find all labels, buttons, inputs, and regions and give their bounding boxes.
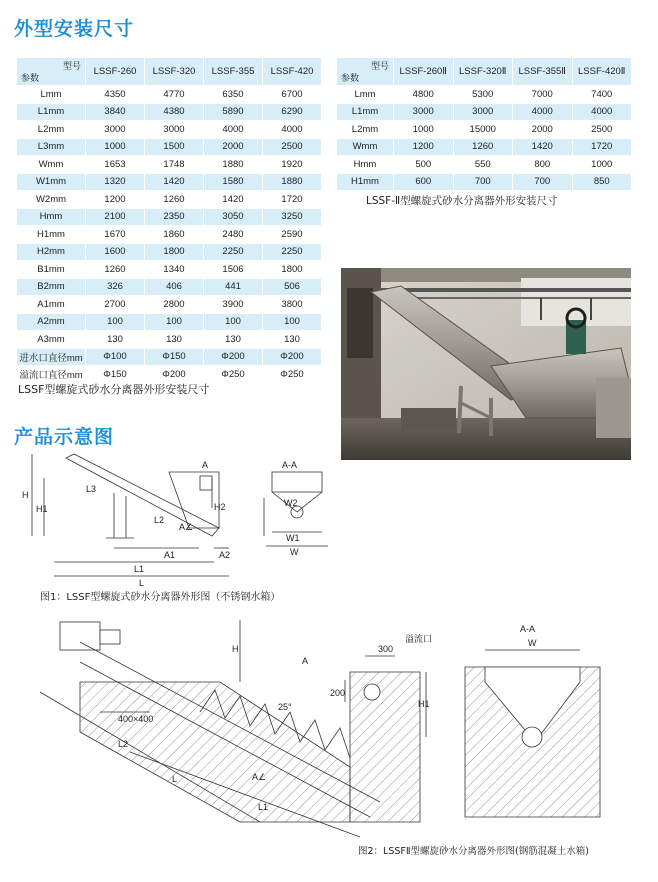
row-label: A1mm [17,296,85,313]
fig1-label-w1: W1 [286,533,300,543]
table-row [17,121,321,138]
table-cell: 550 [454,156,513,173]
table-cell: 1200 [394,139,453,156]
table-corner-cell [337,58,393,85]
table-cell: 1420 [145,174,203,191]
row-label: Lmm [17,86,85,103]
section-title-dimensions: 外型安装尺寸 [14,18,135,40]
table-cell: 1580 [204,174,262,191]
table-cell: 4000 [573,104,632,121]
fig2-label-aa: A-A [520,624,536,634]
table-cell: 4000 [513,104,572,121]
fig1-label-w: W [290,547,299,557]
table-cell: 1860 [145,226,203,243]
table-row [17,139,321,156]
fig2-label-h1: H1 [418,699,430,709]
table-cell: 7400 [573,86,632,103]
table-cell: 441 [204,279,262,296]
fig1-label-h: H [22,490,29,500]
table-cell: 2590 [263,226,321,243]
column-header: LSSF-260Ⅱ [394,58,453,85]
table-cell: 1800 [145,244,203,261]
table-cell: 4350 [86,86,144,103]
row-label: H1mm [337,174,393,191]
row-label: L1mm [337,104,393,121]
table-row [337,86,631,103]
fig2-label-400x400: 400×400 [118,714,154,724]
table-cell: 100 [263,314,321,331]
table2-caption: LSSF-Ⅱ型螺旋式砂水分离器外形安装尺寸 [366,195,558,207]
table-cell: 130 [145,331,203,348]
table-row [17,279,321,296]
column-header: LSSF-320Ⅱ [454,58,513,85]
table-cell: 1506 [204,261,262,278]
row-label: L2mm [337,121,393,138]
table-cell: 2700 [86,296,144,313]
row-label: W2mm [17,191,85,208]
row-label: Wmm [17,156,85,173]
fig1-label-aa: A-A [282,460,298,470]
fig1-label-a1: A1 [164,550,176,560]
corner-param-label: 参数 [21,73,40,83]
table-cell: 1670 [86,226,144,243]
table-cell: 130 [263,331,321,348]
table-cell: 506 [263,279,321,296]
table-cell: 1420 [513,139,572,156]
table-cell: 1260 [454,139,513,156]
table-cell: Φ250 [204,366,262,383]
fig1-label-a: A [202,460,209,470]
table1-caption: LSSF型螺旋式砂水分离器外形安装尺寸 [18,383,210,396]
table-row [17,296,321,313]
table-cell: 2480 [204,226,262,243]
table-cell: 500 [394,156,453,173]
table-cell: 130 [204,331,262,348]
fig2-label-l2: L2 [118,739,129,749]
table-cell: Φ100 [86,349,144,366]
table-cell: 1340 [145,261,203,278]
row-label: H2mm [17,244,85,261]
fig2-label-300: 300 [378,644,394,654]
table-cell: 4800 [394,86,453,103]
fig1-label-l2: L2 [154,515,165,525]
table-lssf2-dimensions [336,57,632,191]
table-row [17,209,321,226]
table-cell: 2250 [204,244,262,261]
table-cell: 700 [513,174,572,191]
table-cell: 6350 [204,86,262,103]
table-cell: Φ200 [145,366,203,383]
column-header: LSSF-260 [86,58,144,85]
table-cell: 6290 [263,104,321,121]
table-row [17,261,321,278]
table-cell: 1260 [145,191,203,208]
table-cell: 600 [394,174,453,191]
row-label: B2mm [17,279,85,296]
fig2-label-l1: L1 [258,802,269,812]
table-cell: Φ150 [145,349,203,366]
table-cell: 1600 [86,244,144,261]
table-cell: 1653 [86,156,144,173]
fig1-label-w2: W2 [284,498,298,508]
table-lssf-dimensions [16,57,322,384]
table-cell: Φ150 [86,366,144,383]
table-cell: 700 [454,174,513,191]
column-header: LSSF-355 [204,58,262,85]
figure1-drawing [14,448,344,588]
table-cell: 130 [86,331,144,348]
column-header: LSSF-420 [263,58,321,85]
table-cell: 2500 [573,121,632,138]
table-row [17,226,321,243]
table-cell: 2500 [263,139,321,156]
table-cell: 1720 [573,139,632,156]
figure2-drawing [20,612,640,842]
table-cell: 100 [86,314,144,331]
table-cell: 6700 [263,86,321,103]
table-cell: 5890 [204,104,262,121]
table-row [337,156,631,173]
table-row [337,174,631,191]
table-cell: 100 [204,314,262,331]
fig1-label-a-angle: A∠ [179,522,194,532]
table-cell: 4380 [145,104,203,121]
column-header: LSSF-355Ⅱ [513,58,572,85]
fig1-label-h2: H2 [214,502,226,512]
table-cell: 1748 [145,156,203,173]
table-cell: 1260 [86,261,144,278]
column-header: LSSF-320 [145,58,203,85]
table-cell: 1420 [204,191,262,208]
table-cell: 1000 [394,121,453,138]
table-cell: 3000 [145,121,203,138]
table-cell: 100 [145,314,203,331]
fig1-label-l1: L1 [134,564,145,574]
table-cell: 1500 [145,139,203,156]
table-cell: 1000 [573,156,632,173]
table-cell: 3800 [263,296,321,313]
table-row [17,104,321,121]
table-cell: 3050 [204,209,262,226]
table-row [337,139,631,156]
table-cell: 2800 [145,296,203,313]
table-row [337,121,631,138]
table-cell: 2100 [86,209,144,226]
fig2-label-a-angle: A∠ [252,772,267,782]
table-row [17,191,321,208]
table-row [17,244,321,261]
table-cell: 2250 [263,244,321,261]
table-cell: Φ250 [263,366,321,383]
table-cell: 3900 [204,296,262,313]
table-cell: 5300 [454,86,513,103]
row-label: L3mm [17,139,85,156]
fig1-label-h1: H1 [36,504,48,514]
fig2-label-h: H [232,644,239,654]
table-cell: 1880 [204,156,262,173]
table-cell: 1920 [263,156,321,173]
fig1-label-a2: A2 [219,550,231,560]
table-cell: 2000 [513,121,572,138]
row-label: L1mm [17,104,85,121]
table-cell: 406 [145,279,203,296]
table-row [17,331,321,348]
table-row [17,86,321,103]
fig1-label-l3: L3 [86,484,97,494]
figure1-caption: 图1：LSSF型螺旋式砂水分离器外形图（不锈钢水箱） [40,592,281,603]
fig2-label-l: L [172,774,178,784]
table-cell: 1200 [86,191,144,208]
fig2-label-overflow: 溢流口 [405,634,433,644]
table-cell: 4000 [263,121,321,138]
table-row [17,349,321,366]
table-cell: 3000 [394,104,453,121]
table-cell: 4770 [145,86,203,103]
fig2-label-200: 200 [330,688,346,698]
row-label: A2mm [17,314,85,331]
row-label: H1mm [17,226,85,243]
table-cell: 2000 [204,139,262,156]
table-cell: 3000 [454,104,513,121]
section-title-schematic: 产品示意图 [14,426,115,448]
corner-param-label: 参数 [341,73,360,83]
table-row [337,104,631,121]
row-label: 溢流口直径mm [17,366,85,383]
table-cell: 326 [86,279,144,296]
table-cell: 1000 [86,139,144,156]
table-cell: 7000 [513,86,572,103]
table-cell: 3840 [86,104,144,121]
row-label: W1mm [17,174,85,191]
row-label: A3mm [17,331,85,348]
column-header: LSSF-420Ⅱ [573,58,632,85]
table-corner-cell [17,58,85,85]
table-cell: 4000 [204,121,262,138]
row-label: 进水口直径mm [17,349,85,366]
table-cell: 1800 [263,261,321,278]
corner-model-label: 型号 [370,61,389,71]
table-cell: 1880 [263,174,321,191]
installation-photo [341,268,631,460]
table-cell: 15000 [454,121,513,138]
corner-model-label: 型号 [62,61,81,71]
table-cell: 1720 [263,191,321,208]
table-cell: 850 [573,174,632,191]
table-cell: 2350 [145,209,203,226]
fig2-label-a: A [302,656,309,666]
table-row [17,174,321,191]
fig2-label-25deg: 25° [278,702,292,712]
row-label: Hmm [337,156,393,173]
row-label: Hmm [17,209,85,226]
table-row [17,156,321,173]
row-label: L2mm [17,121,85,138]
fig2-label-w: W [528,638,537,648]
row-label: B1mm [17,261,85,278]
figure2-caption: 图2：LSSFⅡ型螺旋砂水分离器外形图(钢筋混凝土水箱) [358,846,589,857]
table-cell: 3000 [86,121,144,138]
table-cell: 3250 [263,209,321,226]
fig1-label-l: L [139,578,145,588]
table-cell: 800 [513,156,572,173]
row-label: Lmm [337,86,393,103]
table-row [17,314,321,331]
table-cell: Φ200 [263,349,321,366]
table-cell: 1320 [86,174,144,191]
row-label: Wmm [337,139,393,156]
table-cell: Φ200 [204,349,262,366]
